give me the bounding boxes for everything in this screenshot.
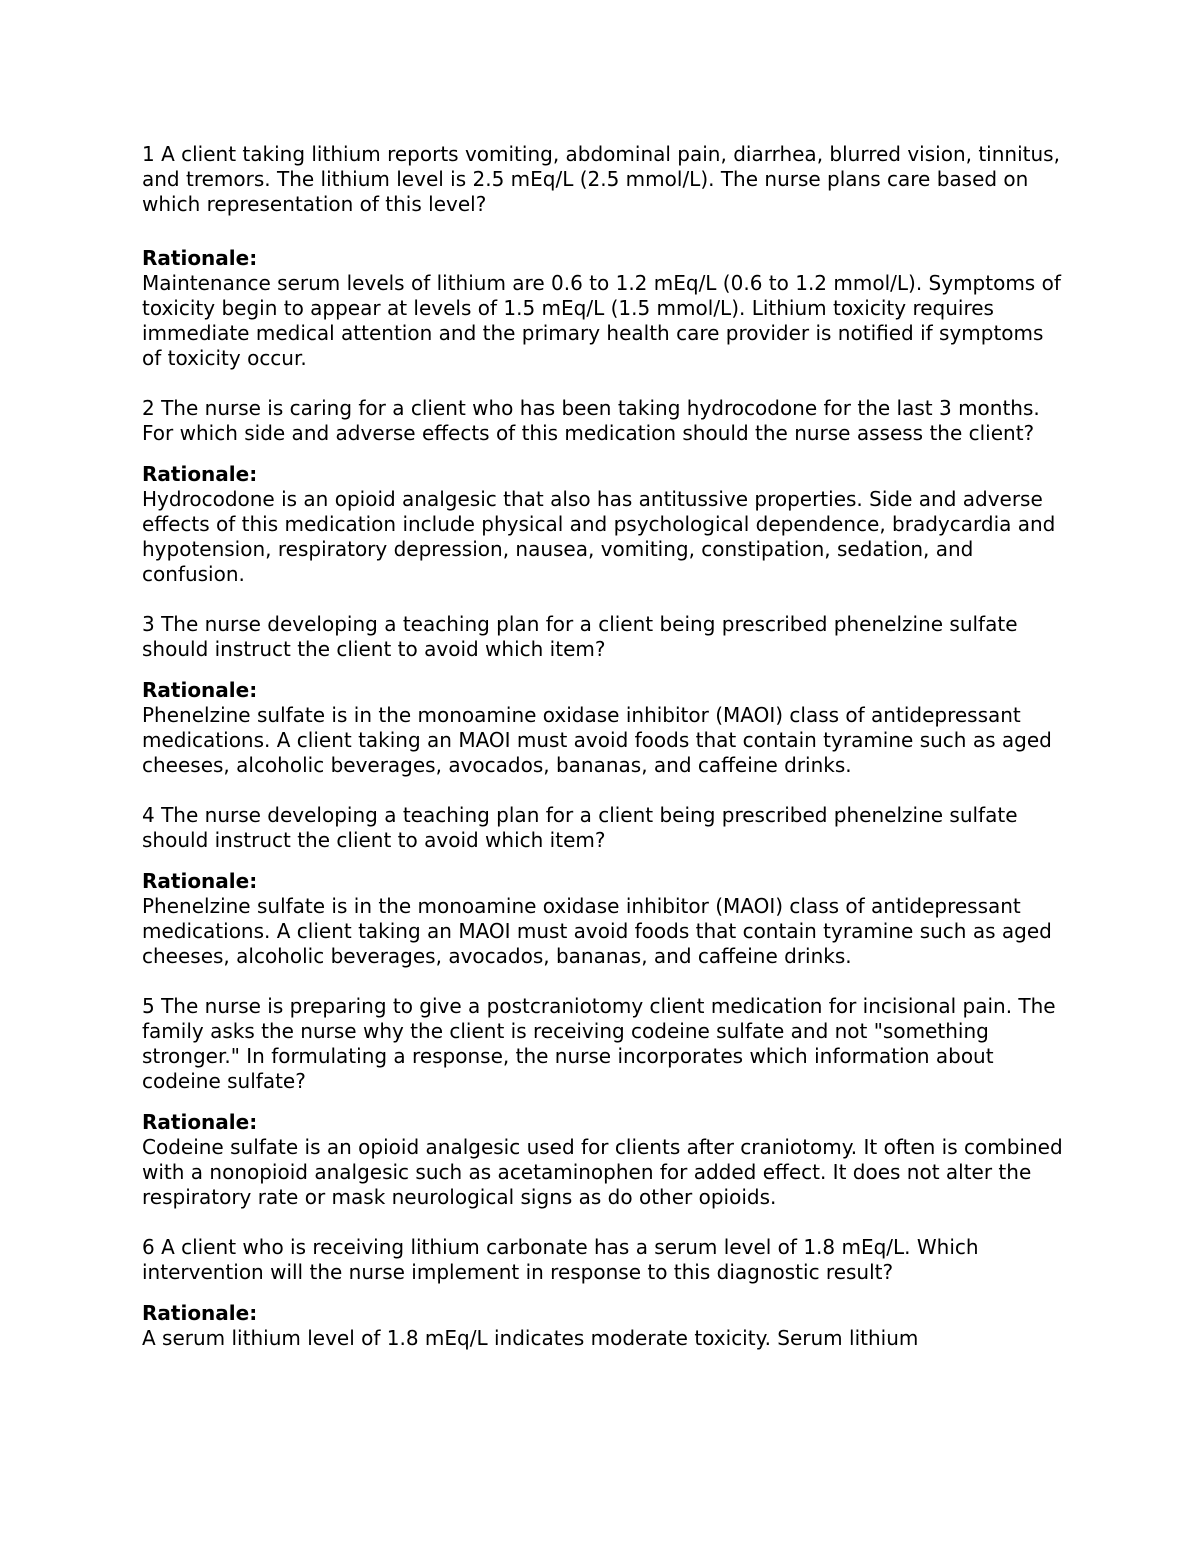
qa-item-6 (142, 1235, 1067, 1351)
question-text: 1 A client taking lithium reports vomiting, abdominal pain, diarrhea, blurred vision, tinnitus, and tremors. The lithium level is 2.5 mEq/L (2.5 mmol/L). The nurse plans care based on which representation of this level? (142, 142, 1060, 216)
rationale-text: Codeine sulfate is an opioid analgesic used for clients after craniotomy. It often is combined with a nonopioid analgesic such as acetaminophen for added effect. It does not alter the respiratory rate or mask neurological signs as do other opioids. (142, 1135, 1063, 1209)
question-text: 3 The nurse developing a teaching plan for a client being prescribed phenelzine sulfate should instruct the client to avoid which item? (142, 612, 1018, 661)
question-text: 5 The nurse is preparing to give a postcraniotomy client medication for incisional pain. The family asks the nurse why the client is receiving codeine sulfate and not "something stronger." In formulating a response, the nurse incorporates which information about codeine sulfate? (142, 994, 1056, 1093)
rationale-text: Phenelzine sulfate is in the monoamine oxidase inhibitor (MAOI) class of antidepressant medications. A client taking an MAOI must avoid foods that contain tyramine such as aged cheeses, alcoholic beverages, avocados, bananas, and caffeine drinks. (142, 894, 1052, 968)
question-text: 2 The nurse is caring for a client who has been taking hydrocodone for the last 3 months. For which side and adverse effects of this medication should the nurse assess the client? (142, 396, 1040, 445)
rationale-text: Phenelzine sulfate is in the monoamine oxidase inhibitor (MAOI) class of antidepressant medications. A client taking an MAOI must avoid foods that contain tyramine such as aged cheeses, alcoholic beverages, avocados, bananas, and caffeine drinks. (142, 703, 1052, 777)
qa-item-4 (142, 803, 1067, 969)
qa-item-3 (142, 612, 1067, 778)
rationale-heading: Rationale: (142, 246, 258, 270)
rationale-heading: Rationale: (142, 869, 258, 893)
rationale-heading: Rationale: (142, 678, 258, 702)
question-text: 4 The nurse developing a teaching plan for a client being prescribed phenelzine sulfate should instruct the client to avoid which item? (142, 803, 1018, 852)
rationale-heading: Rationale: (142, 1110, 258, 1134)
document-page (142, 142, 1067, 1351)
rationale-text: A serum lithium level of 1.8 mEq/L indicates moderate toxicity. Serum lithium (142, 1326, 919, 1350)
qa-item-5 (142, 994, 1067, 1210)
question-text: 6 A client who is receiving lithium carbonate has a serum level of 1.8 mEq/L. Which intervention will the nurse implement in response to this diagnostic result? (142, 1235, 979, 1284)
rationale-heading: Rationale: (142, 1301, 258, 1325)
qa-item-2 (142, 396, 1067, 587)
qa-item-1 (142, 142, 1067, 371)
rationale-text: Hydrocodone is an opioid analgesic that also has antitussive properties. Side and adverse effects of this medication include physical and psychological dependence, bradycardia and hypotension, respiratory depression, nausea, vomiting, constipation, sedation, and confusion. (142, 487, 1056, 586)
rationale-heading: Rationale: (142, 462, 258, 486)
rationale-text: Maintenance serum levels of lithium are 0.6 to 1.2 mEq/L (0.6 to 1.2 mmol/L). Symptoms of toxicity begin to appear at levels of 1.5 mEq/L (1.5 mmol/L). Lithium toxicity requires immediate medical attention and the primary health care provider is notified if symptoms of toxicity occur. (142, 271, 1061, 370)
